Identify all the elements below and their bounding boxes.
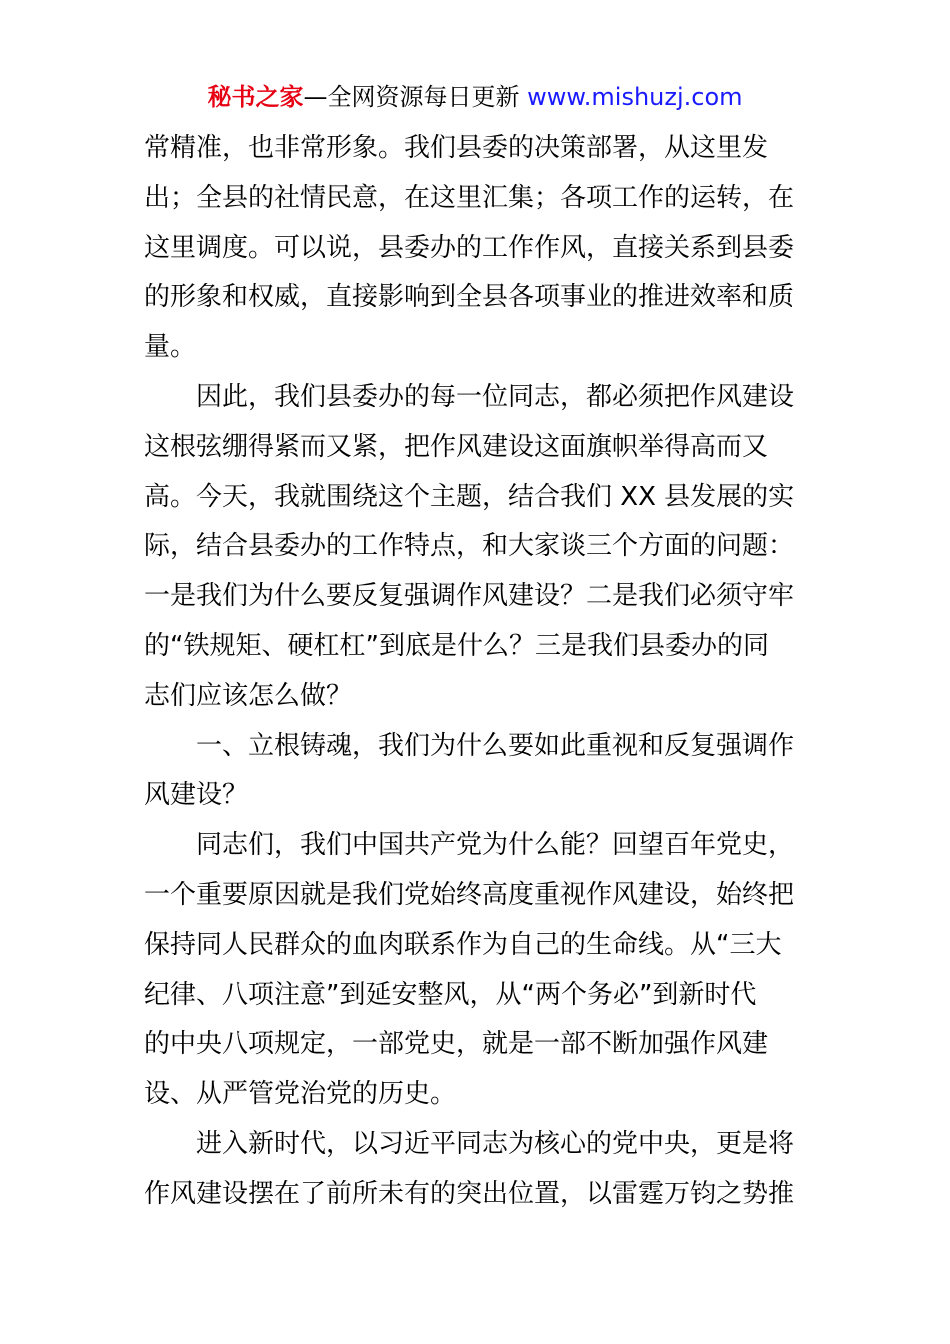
text-line: 一个重要原因就是我们党始终高度重视作风建设，始终把 <box>144 879 795 910</box>
text-line: 这根弦绷得紧而又紧，把作风建设这面旗帜举得高而又 <box>144 431 769 462</box>
text-line: 一、立根铸魂，我们为什么要如此重视和反复强调作 <box>196 730 795 761</box>
text-line: 出；全县的社情民意，在这里汇集；各项工作的运转，在 <box>144 182 795 213</box>
document-body <box>144 124 814 1220</box>
text-line: 的“铁规矩、硬杠杠”到底是什么？三是我们县委办的同 <box>144 630 769 661</box>
site-header <box>0 80 950 114</box>
text-line: 志们应该怎么做？ <box>144 680 353 711</box>
text-line: 量。 <box>144 332 197 363</box>
text-line: 的形象和权威，直接影响到全县各项事业的推进效率和质 <box>144 282 795 313</box>
text-line: 常精准，也非常形象。我们县委的决策部署，从这里发 <box>144 133 769 163</box>
text-line: 保持同人民群众的血肉联系作为自己的生命线。从“三大 <box>144 929 782 960</box>
text-line: 进入新时代，以习近平同志为核心的党中央，更是将 <box>196 1128 795 1159</box>
text-line: 的中央八项规定，一部党史，就是一部不断加强作风建 <box>144 1029 769 1060</box>
text-line: 作风建设摆在了前所未有的突出位置，以雷霆万钧之势推 <box>144 1178 795 1209</box>
text-line: 纪律、八项注意”到延安整风，从“两个务必”到新时代 <box>144 979 757 1010</box>
site-url[interactable]: www.mishuzj.com <box>527 83 743 111</box>
text-line: 同志们，我们中国共产党为什么能？回望百年党史， <box>196 830 795 861</box>
text-line: 这里调度。可以说，县委办的工作作风，直接关系到县委 <box>144 232 795 263</box>
text-line: 高。今天，我就围绕这个主题，结合我们 XX 县发展的实 <box>144 481 795 512</box>
text-line: 设、从严管党治党的历史。 <box>144 1079 457 1110</box>
text-line: 因此，我们县委办的每一位同志，都必须把作风建设 <box>196 381 795 412</box>
site-brand: 秘书之家 <box>207 83 304 111</box>
text-line: 风建设？ <box>144 780 249 811</box>
text-line: 际，结合县委办的工作特点，和大家谈三个方面的问题： <box>144 531 795 562</box>
text-line: 一是我们为什么要反复强调作风建设？二是我们必须守牢 <box>144 581 795 612</box>
site-tagline: —全网资源每日更新 <box>303 83 528 111</box>
